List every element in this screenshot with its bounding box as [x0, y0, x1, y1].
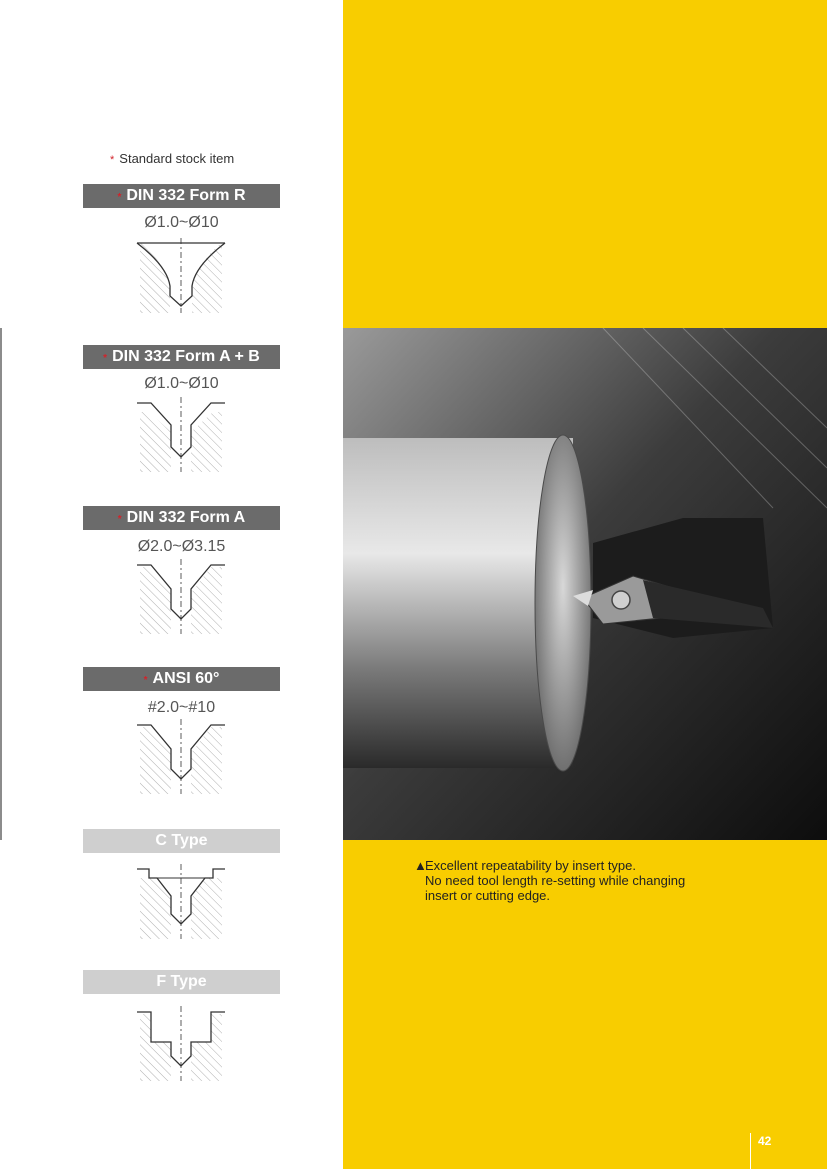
ansi-60-range: #2.0~#10 [147, 699, 216, 716]
form-ab-diagram [135, 397, 227, 472]
form-r-range: Ø1.0~Ø10 [144, 214, 219, 231]
form-r-title-bar [83, 184, 280, 208]
form-r-diagram [135, 238, 227, 313]
ansi-60-diagram [135, 719, 227, 794]
c-type-diagram [135, 864, 227, 939]
form-ab-title: DIN 332 Form A + B [112, 348, 260, 365]
f-type-title: F Type [156, 973, 207, 990]
feature-note [414, 858, 685, 903]
stock-star-icon: * [103, 353, 108, 364]
left-margin-rule [0, 328, 2, 840]
stock-legend-text: Standard stock item [119, 151, 235, 166]
page-number-rule [750, 1133, 751, 1169]
form-a-range: Ø2.0~Ø3.15 [137, 538, 226, 555]
f-type-title-bar [83, 970, 280, 994]
machining-photo [343, 328, 827, 840]
triangle-bullet-icon: ▲ [414, 858, 427, 873]
stock-star-icon: * [143, 675, 148, 686]
f-type-diagram [135, 1006, 227, 1081]
stock-star-icon: * [117, 514, 122, 525]
feature-note-line [414, 858, 685, 873]
form-a-title-bar [83, 506, 280, 530]
page-number: 42 [758, 1134, 772, 1148]
feature-note-text: Excellent repeatability by insert type. [425, 858, 636, 873]
stock-legend [110, 151, 234, 166]
form-a-diagram [135, 559, 227, 634]
stock-star-icon: * [110, 154, 115, 166]
ansi-60-title-bar [83, 667, 280, 691]
feature-note-line: No need tool length re-setting while changing [425, 873, 686, 888]
form-r-title: DIN 332 Form R [126, 187, 246, 204]
ansi-60-title: ANSI 60° [152, 670, 220, 687]
stock-star-icon: * [117, 192, 122, 203]
form-a-title: DIN 332 Form A [126, 509, 246, 526]
form-ab-range: Ø1.0~Ø10 [144, 375, 219, 392]
feature-note-line: insert or cutting edge. [425, 888, 551, 903]
form-ab-title-bar [83, 345, 280, 369]
c-type-title: C Type [155, 832, 208, 849]
c-type-title-bar [83, 829, 280, 853]
